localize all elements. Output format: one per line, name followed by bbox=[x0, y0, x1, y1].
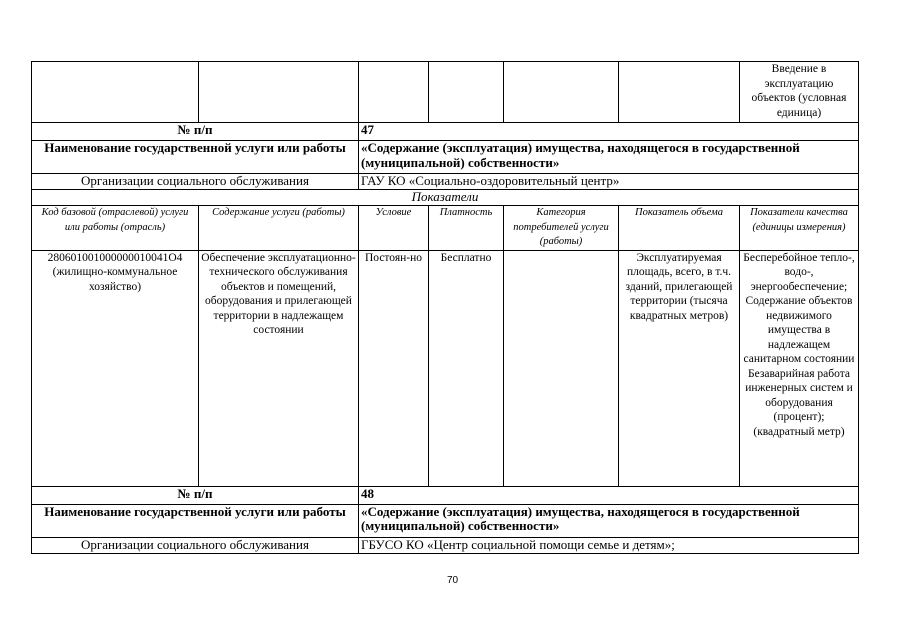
name-row-47 bbox=[32, 141, 859, 174]
continuation-row bbox=[32, 62, 859, 123]
name-label: Наименование государственной услуги или работы bbox=[32, 141, 359, 174]
header-category: Категория потребителей услуги (работы) bbox=[504, 206, 619, 251]
cell-payment: Бесплатно bbox=[429, 250, 504, 486]
indicators-data-row bbox=[32, 250, 859, 486]
intro-cell: Введение в эксплуатацию объектов (условная единица) bbox=[740, 62, 859, 123]
num-label: № п/п bbox=[32, 123, 359, 141]
header-code: Код базовой (отраслевой) услуги или работы (отрасль) bbox=[32, 206, 199, 251]
cell-volume: Эксплуатируемая площадь, всего, в т.ч. зданий, прилегающей территории (тысяча квадратных метров) bbox=[619, 250, 740, 486]
num-row-47 bbox=[32, 123, 859, 141]
org-label: Организации социального обслуживания bbox=[32, 174, 359, 190]
org-value: ГБУСО КО «Центр социальной помощи семье и детям»; bbox=[359, 537, 859, 553]
header-volume: Показатель объема bbox=[619, 206, 740, 251]
org-value: ГАУ КО «Социально-оздоровительный центр» bbox=[359, 174, 859, 190]
indicators-title-row bbox=[32, 190, 859, 206]
header-quality: Показатели качества (единицы измерения) bbox=[740, 206, 859, 251]
cell-quality: Бесперебойное тепло-, водо-, энергообеспечение; Содержание объектов недвижимого имущества в надлежащем санитарном состоянии Безаварийная работа инженерных систем и оборудования (процент); (квадратный метр) bbox=[740, 250, 859, 486]
num-label: № п/п bbox=[32, 486, 359, 504]
header-payment: Платность bbox=[429, 206, 504, 251]
page-number: 70 bbox=[446, 575, 459, 586]
num-value: 48 bbox=[359, 486, 859, 504]
cell-code: 280601001000000010041О4 (жилищно-коммунальное хозяйство) bbox=[32, 250, 199, 486]
org-row-47 bbox=[32, 174, 859, 190]
cell-category bbox=[504, 250, 619, 486]
header-condition: Условие bbox=[359, 206, 429, 251]
indicators-header-row bbox=[32, 206, 859, 251]
services-table bbox=[31, 61, 859, 554]
org-label: Организации социального обслуживания bbox=[32, 537, 359, 553]
cell-content: Обеспечение эксплуатационно-технического обслуживания объектов и помещений, оборудования и прилегающей территории в надлежащем состоянии bbox=[199, 250, 359, 486]
header-content: Содержание услуги (работы) bbox=[199, 206, 359, 251]
num-value: 47 bbox=[359, 123, 859, 141]
name-row-48 bbox=[32, 504, 859, 537]
indicators-title: Показатели bbox=[32, 190, 859, 206]
name-value: «Содержание (эксплуатация) имущества, находящегося в государственной (муниципальной) собственности» bbox=[359, 504, 859, 537]
cell-condition: Постоян-но bbox=[359, 250, 429, 486]
name-label: Наименование государственной услуги или работы bbox=[32, 504, 359, 537]
name-value: «Содержание (эксплуатация) имущества, находящегося в государственной (муниципальной) собственности» bbox=[359, 141, 859, 174]
num-row-48 bbox=[32, 486, 859, 504]
org-row-48 bbox=[32, 537, 859, 553]
